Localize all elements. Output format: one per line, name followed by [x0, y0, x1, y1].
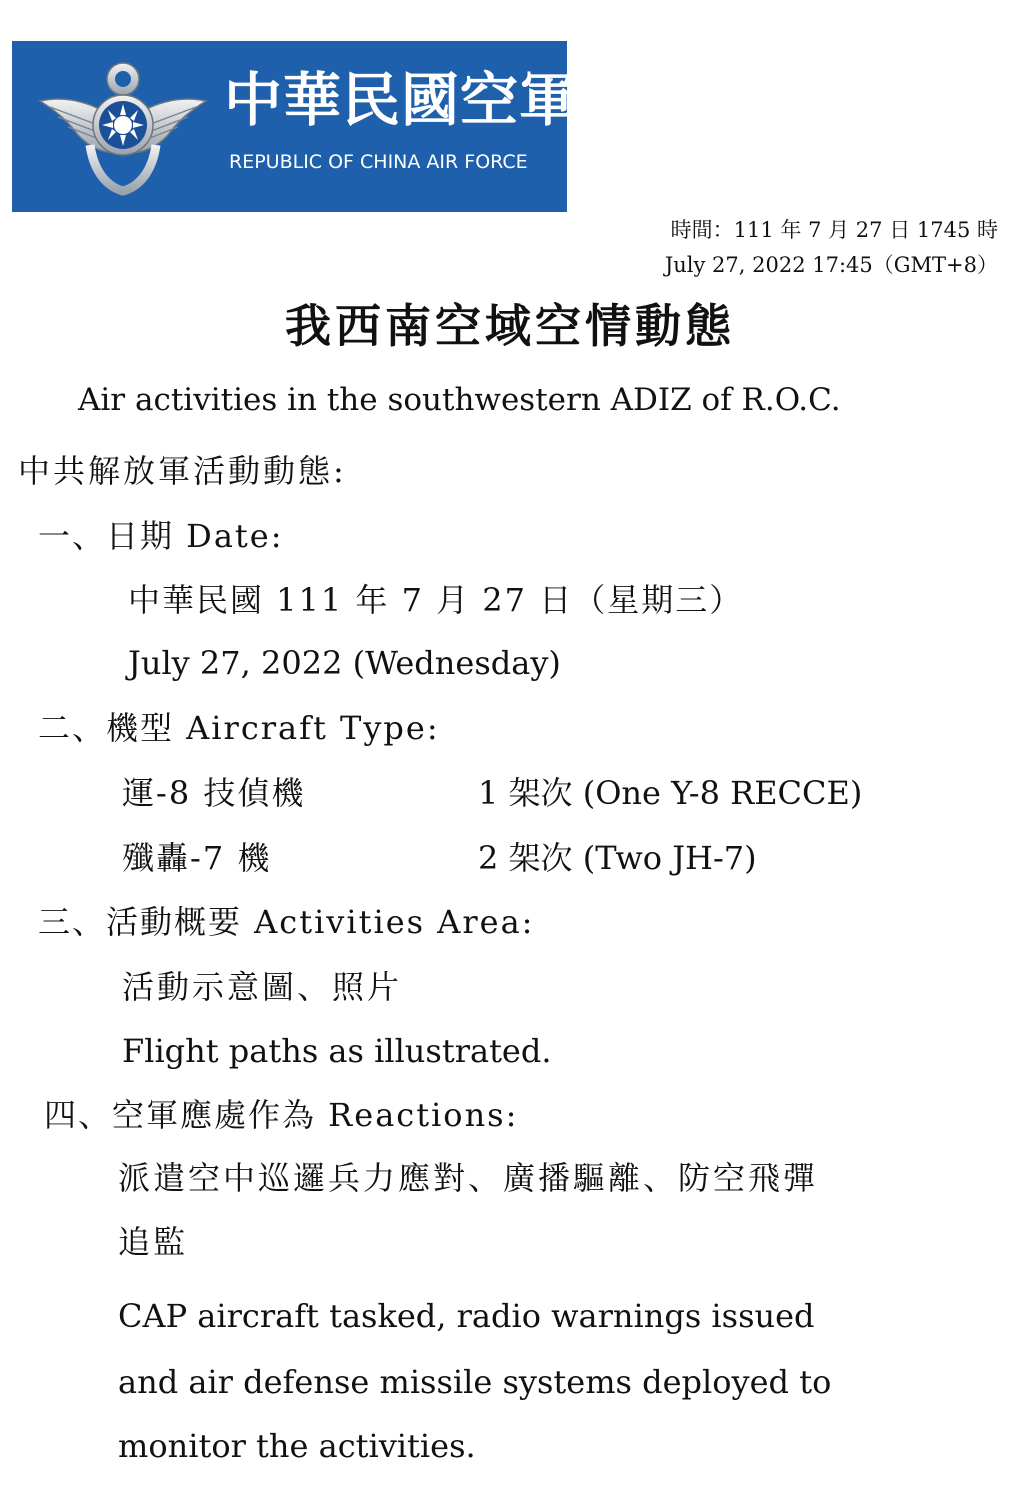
header-banner — [12, 41, 579, 212]
aircraft-item-count: 1 架次 (One Y-8 RECCE) — [478, 774, 863, 812]
date-en: July 27, 2022 (Wednesday) — [128, 644, 561, 682]
aircraft-item-type: 殲轟-7 機 — [122, 839, 272, 877]
page-title-en: Air activities in the southwestern ADIZ of R.O.C. — [78, 382, 841, 418]
banner-title-en: REPUBLIC OF CHINA AIR FORCE — [229, 151, 528, 173]
reactions-en-line: CAP aircraft tasked, radio warnings issued — [118, 1297, 815, 1335]
intro-heading: 中共解放軍活動動態: — [18, 452, 347, 490]
reactions-cn-line: 追監 — [118, 1223, 189, 1261]
aircraft-item-count: 2 架次 (Two JH-7) — [478, 839, 757, 877]
section-date-heading: 一、日期 Date: — [38, 517, 284, 555]
air-force-wings-emblem-icon — [38, 55, 208, 197]
timestamp-cn: 時間：111 年 7 月 27 日 1745 時 — [670, 218, 998, 242]
page-title-cn: 我西南空域空情動態 — [285, 299, 735, 353]
date-cn: 中華民國 111 年 7 月 27 日（星期三） — [128, 581, 744, 619]
reactions-en-line: and air defense missile systems deployed to — [118, 1363, 832, 1401]
activities-cn: 活動示意圖、照片 — [122, 968, 403, 1006]
timestamp-en: July 27, 2022 17:45（GMT+8） — [664, 253, 998, 277]
aircraft-item-type: 運-8 技偵機 — [122, 774, 306, 812]
banner-title-cn: 中華民國空軍 — [224, 66, 579, 134]
reactions-en-line: monitor the activities. — [118, 1427, 476, 1465]
section-reactions-heading: 四、空軍應處作為 Reactions: — [44, 1096, 519, 1134]
activities-en: Flight paths as illustrated. — [122, 1032, 552, 1070]
reactions-cn-line: 派遣空中巡邏兵力應對、廣播驅離、防空飛彈 — [118, 1159, 819, 1197]
section-activities-heading: 三、活動概要 Activities Area: — [38, 903, 535, 941]
section-aircraft-heading: 二、機型 Aircraft Type: — [38, 709, 440, 747]
